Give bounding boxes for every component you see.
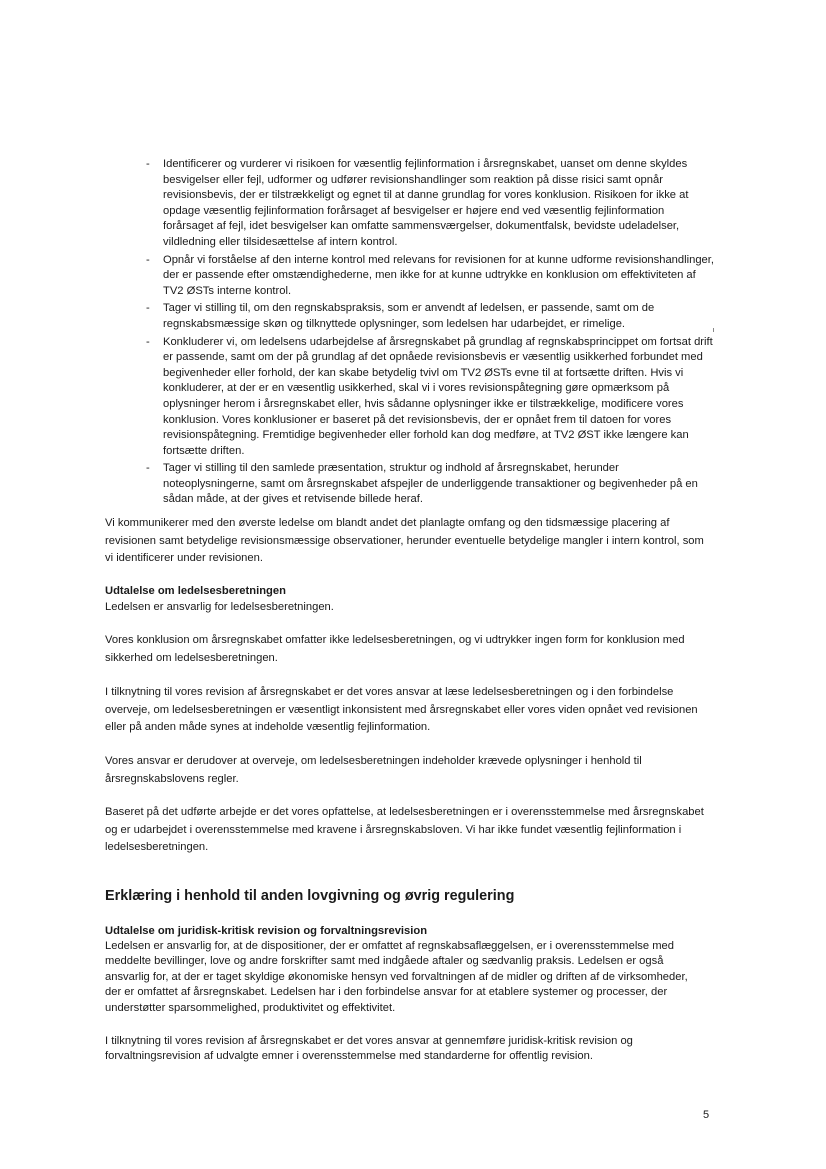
juridisk-heading: Udtalelse om juridisk-kritisk revision og forvaltningsrevision: [105, 925, 428, 937]
ledelsesberetning-read: I tilknytning til vores revision af årsregnskabet er det vores ansvar at læse ledelsesberetningen og i den forbindelse overveje, om ledelsesberetningen er væsentligt inkonsistent med årsregnskabet eller vores viden opnået ved revisionen eller på anden måde synes at indeholde væsentlig fejlinformation.: [105, 686, 698, 734]
ledelsesberetning-scope: Vores konklusion om årsregnskabet omfatter ikke ledelsesberetningen, og vi udtrykker ingen form for konklusion med sikkerhed om ledelsesberetningen.: [105, 634, 685, 664]
bullet-dash: -: [146, 253, 150, 266]
ledelsesberetning-responsible: Ledelsen er ansvarlig for ledelsesberetningen.: [105, 601, 334, 613]
bullet-dash: -: [146, 302, 150, 315]
page-number: 5: [703, 1109, 710, 1121]
bullet-dash: -: [146, 462, 150, 475]
list-item-text: Tager vi stilling til den samlede præsentation, struktur og indhold af årsregnskabet, herunder noteoplysningerne, samt om årsregnskabet afspejler de underliggende transaktioner og begivenheder på en sådan måde, at der gives et retvisende billede heraf.: [163, 462, 698, 506]
list-item-text: Identificerer og vurderer vi risikoen for væsentlig fejlinformation i årsregnskabet, uanset om denne skyldes besvigelser eller fejl, udformer og udfører revisionshandlinger som reaktion på disse risici samt opnår revisionsbevis, der er tilstrækkeligt og egnet til at danne grundlag for vores konklusion. Risikoen for ikke at opdage væsentlig fejlinformation forårsaget af besvigelser er højere end ved væsentlig fejlinformation forårsaget af fejl, idet besvigelser kan omfatte sammensværgelser, dokumentfalsk, bevidste udeladelser, vildledning eller tilsidesættelse af intern kontrol.: [163, 158, 689, 248]
scan-speck: [713, 328, 714, 332]
ledelsesberetning-conclusion: Baseret på det udførte arbejde er det vores opfattelse, at ledelsesberetningen er i overensstemmelse med årsregnskabet og er udarbejdet i overensstemmelse med kravene i årsregnskabsloven. Vi har ikke fundet væsentlig fejlinformation i ledelsesberetningen.: [105, 806, 704, 854]
section-heading: Erklæring i henhold til anden lovgivning og øvrig regulering: [105, 888, 515, 904]
ledelsesberetning-heading: Udtalelse om ledelsesberetningen: [105, 585, 286, 597]
list-item-text: Opnår vi forståelse af den interne kontrol med relevans for revisionen for at kunne udforme revisionshandlinger, der er passende efter omstændighederne, men ikke for at kunne udtrykke en konklusion om effektiviteten af TV2 ØSTs interne kontrol.: [163, 253, 714, 297]
audit-procedures-list: [146, 157, 714, 510]
list-item: [146, 157, 714, 251]
juridisk-responsible: Ledelsen er ansvarlig for, at de dispositioner, der er omfattet af regnskabsaflæggelsen, er i overensstemmelse med meddelte bevillinger, love og andre forskrifter samt med indgåede aftaler og sædvanlig praksis. Ledelsen er også ansvarlig for, at der er taget skyldige økonomiske hensyn ved forvaltningen af de midler og driften af de virksomheder, der er omfattet af årsregnskabet. Ledelsen har i den forbindelse ansvar for at etablere systemer og processer, der understøtter sparsommelighed, produktivitet og effektivitet.: [105, 940, 688, 1014]
bullet-dash: -: [146, 158, 150, 170]
juridisk-our-responsibility: I tilknytning til vores revision af årsregnskabet er det vores ansvar at gennemføre juridisk-kritisk revision og forvaltningsrevision af udvalgte emner i overensstemmelse med standarderne for offentlig revision.: [105, 1035, 633, 1063]
list-item-text: Konkluderer vi, om ledelsens udarbejdelse af årsregnskabet på grundlag af regnskabsprincippet om fortsat drift er passende, samt om der på grundlag af det opnåede revisionsbevis er væsentlig usikkerhed forbundet med begivenheder eller forhold, der kan skabe betydelig tvivl om TV2 ØSTs evne til at fortsætte driften. Hvis vi konkluderer, at der er en væsentlig usikkerhed, skal vi i vores revisionspåtegning gøre opmærksom på oplysninger herom i årsregnskabet eller, hvis sådanne oplysninger ikke er tilstrækkelige, modificere vores konklusion. Vores konklusioner er baseret på det revisionsbevis, der er opnået frem til datoen for vores revisionspåtegning. Fremtidige begivenheder eller forhold kan dog medføre, at TV2 ØST ikke længere kan fortsætte driften.: [163, 335, 713, 457]
bullet-dash: -: [146, 335, 150, 348]
list-item: [146, 253, 714, 300]
ledelsesberetning-required: Vores ansvar er derudover at overveje, om ledelsesberetningen indeholder krævede oplysninger i henhold til årsregnskabslovens regler.: [105, 755, 642, 785]
list-item: [146, 335, 714, 460]
list-item: [146, 461, 714, 508]
list-item-text: Tager vi stilling til, om den regnskabspraksis, som er anvendt af ledelsen, er passende, samt om de regnskabsmæssige skøn og tilknyttede oplysninger, som ledelsen har udarbejdet, er rimelige.: [163, 302, 655, 330]
communication-paragraph: Vi kommunikerer med den øverste ledelse om blandt andet det planlagte omfang og den tidsmæssige placering af revisionen samt betydelige revisionsmæssige observationer, herunder eventuelle betydelige mangler i intern kontrol, som vi identificerer under revisionen.: [105, 517, 704, 565]
list-item: [146, 301, 714, 332]
